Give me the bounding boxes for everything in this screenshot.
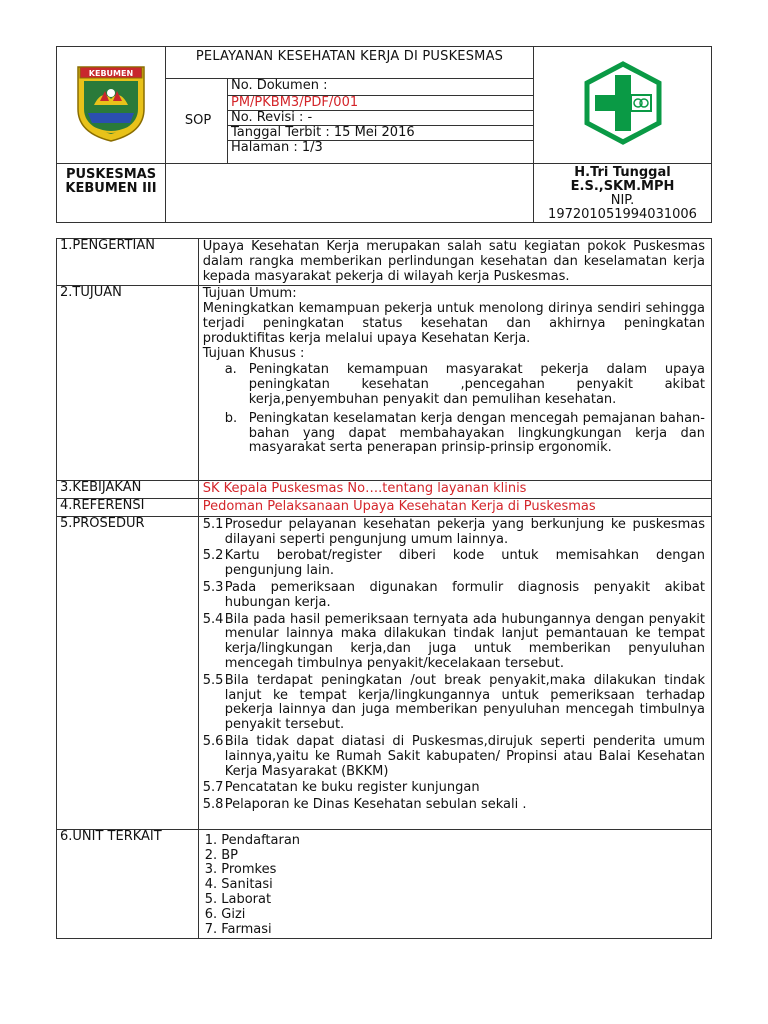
doc-number-label: No. Dokumen : bbox=[228, 79, 534, 96]
text-kebijakan: SK Kepala Puskesmas No….tentang layanan klinis bbox=[198, 481, 711, 499]
tujuan-umum-label: Tujuan Umum: bbox=[202, 286, 297, 302]
nip-label: NIP. bbox=[610, 193, 635, 208]
row-prosedur bbox=[57, 516, 712, 829]
prosedur-item: 5.4 Bila pada hasil pemeriksaan ternyata ada hubungannya dengan penyakit menular lainnya maka dilakukan tindak lanjut pemantauan ke tempat kerja/lingkungan kerja,dan juga untuk memberikan penyuluhan mencegah timbulnya penyakit/kecelakaan tersebut. bbox=[202, 611, 705, 671]
tujuan-umum-text: Meningkatkan kemampuan pekerja untuk menolong dirinya sendiri sehingga terjadi peningkatan status kesehatan dan akhirnya peningkatan produktifitas kerja melalui upaya Kesehatan Kerja. bbox=[202, 301, 705, 346]
issue-date-field: Tanggal Terbit : 15 Mei 2016 bbox=[228, 126, 534, 141]
kebumen-crest-icon bbox=[72, 61, 150, 145]
header-blank-cell bbox=[166, 164, 534, 223]
row-referensi bbox=[57, 498, 712, 516]
tujuan-khusus-item: a. Peningkatan kemampuan masyarakat pekerja dalam upaya peningkatan kesehatan ,pencegahan penyakit akibat kerja,penyembuhan penyakit dan pemulihan kesehatan. bbox=[224, 362, 705, 407]
doc-number-value: PM/PKBM3/PDF/001 bbox=[228, 96, 534, 111]
label-tujuan: 2.TUJUAN bbox=[57, 286, 199, 481]
text-referensi: Pedoman Pelaksanaan Upaya Kesehatan Kerja di Puskesmas bbox=[198, 498, 711, 516]
prosedur-item: 5.6 Bila tidak dapat diatasi di Puskesmas,dirujuk seperti penderita umum lainnya,yaitu ke Rumah Sakit kabupaten/ Propinsi atau Balai Kesehatan Kerja Masyarakat (BKKM) bbox=[202, 733, 705, 779]
sop-content-table bbox=[56, 238, 712, 939]
row-unit-terkait bbox=[57, 829, 712, 939]
kebumen-crest-cell bbox=[57, 47, 166, 164]
org-line-2: KEBUMEN III bbox=[65, 181, 157, 196]
page-field: Halaman : 1/3 bbox=[228, 141, 534, 164]
unit-item: 6. Gizi bbox=[204, 906, 246, 922]
puskesmas-logo-cell bbox=[534, 47, 712, 164]
unit-item: 4. Sanitasi bbox=[204, 877, 273, 893]
tujuan-khusus-label: Tujuan Khusus : bbox=[202, 345, 305, 361]
unit-item: 3. Promkes bbox=[204, 862, 277, 878]
organization-name bbox=[57, 164, 166, 223]
signer-name: H.Tri Tunggal bbox=[574, 165, 671, 180]
org-line-1: PUSKESMAS bbox=[65, 167, 157, 182]
row-tujuan bbox=[57, 286, 712, 481]
content-tujuan bbox=[198, 286, 711, 481]
puskesmas-cross-logo-icon bbox=[581, 61, 665, 145]
unit-list bbox=[205, 834, 705, 938]
prosedur-item: 5.7 Pencatatan ke buku register kunjungan bbox=[202, 780, 480, 796]
row-kebijakan bbox=[57, 481, 712, 499]
prosedur-item: 5.3 Pada pemeriksaan digunakan formulir diagnosis penyakit akibat hubungan kerja. bbox=[202, 579, 705, 610]
row-pengertian bbox=[57, 239, 712, 286]
unit-item: 5. Laborat bbox=[204, 892, 272, 908]
content-prosedur bbox=[198, 516, 711, 829]
unit-item: 2. BP bbox=[204, 847, 239, 863]
prosedur-item: 5.1 Prosedur pelayanan kesehatan pekerja yang berkunjung ke puskesmas dilayani seperti pengunjung umum lainnya. bbox=[202, 516, 705, 547]
revision-field: No. Revisi : - bbox=[228, 111, 534, 126]
document-title: PELAYANAN KESEHATAN KERJA DI PUSKESMAS bbox=[166, 47, 534, 79]
content-unit-terkait bbox=[198, 829, 711, 939]
nip-value: 197201051994031006 bbox=[548, 207, 697, 222]
sop-label: SOP bbox=[166, 79, 228, 164]
unit-item: 7. Farmasi bbox=[204, 921, 272, 937]
prosedur-item: 5.2 Kartu berobat/register diberi kode untuk memisahkan dengan pengunjung lain. bbox=[202, 548, 705, 579]
prosedur-item: 5.5 Bila terdapat peningkatan /out break penyakit,maka dilakukan tindak lanjut ke tempat kerja/lingkungannya untuk pemeriksaan terhadap pekerja lainnya dan juga memberikan penyuluhan mencegah timbulnya penyakit tersebut. bbox=[202, 672, 705, 733]
crest-banner-text: KEBUMEN bbox=[88, 69, 134, 78]
tujuan-khusus-item: b. Peningkatan keselamatan kerja dengan mencegah pemajanan bahan-bahan yang dapat membahayakan lingkungkungan kerja dan masyarakat serta penerapan prinsip-prinsip ergonomik. bbox=[224, 410, 705, 456]
label-kebijakan: 3.KEBIJAKAN bbox=[57, 481, 199, 499]
signature-block bbox=[534, 164, 712, 223]
prosedur-item: 5.8 Pelaporan ke Dinas Kesehatan sebulan sekali . bbox=[202, 797, 527, 813]
text-pengertian: Upaya Kesehatan Kerja merupakan salah satu kegiatan pokok Puskesmas dalam rangka memberikan perlindungan kesehatan dan keselamatan kerja kepada masyarakat pekerja di wilayah kerja Puskesmas. bbox=[198, 239, 711, 286]
label-unit-terkait: 6.UNIT TERKAIT bbox=[57, 829, 199, 939]
unit-item: 1. Pendaftaran bbox=[204, 832, 301, 848]
sop-header-table bbox=[56, 46, 712, 223]
label-referensi: 4.REFERENSI bbox=[57, 498, 199, 516]
label-prosedur: 5.PROSEDUR bbox=[57, 516, 199, 829]
signer-title: E.S.,SKM.MPH bbox=[570, 179, 675, 194]
label-pengertian: 1.PENGERTIAN bbox=[57, 239, 199, 286]
